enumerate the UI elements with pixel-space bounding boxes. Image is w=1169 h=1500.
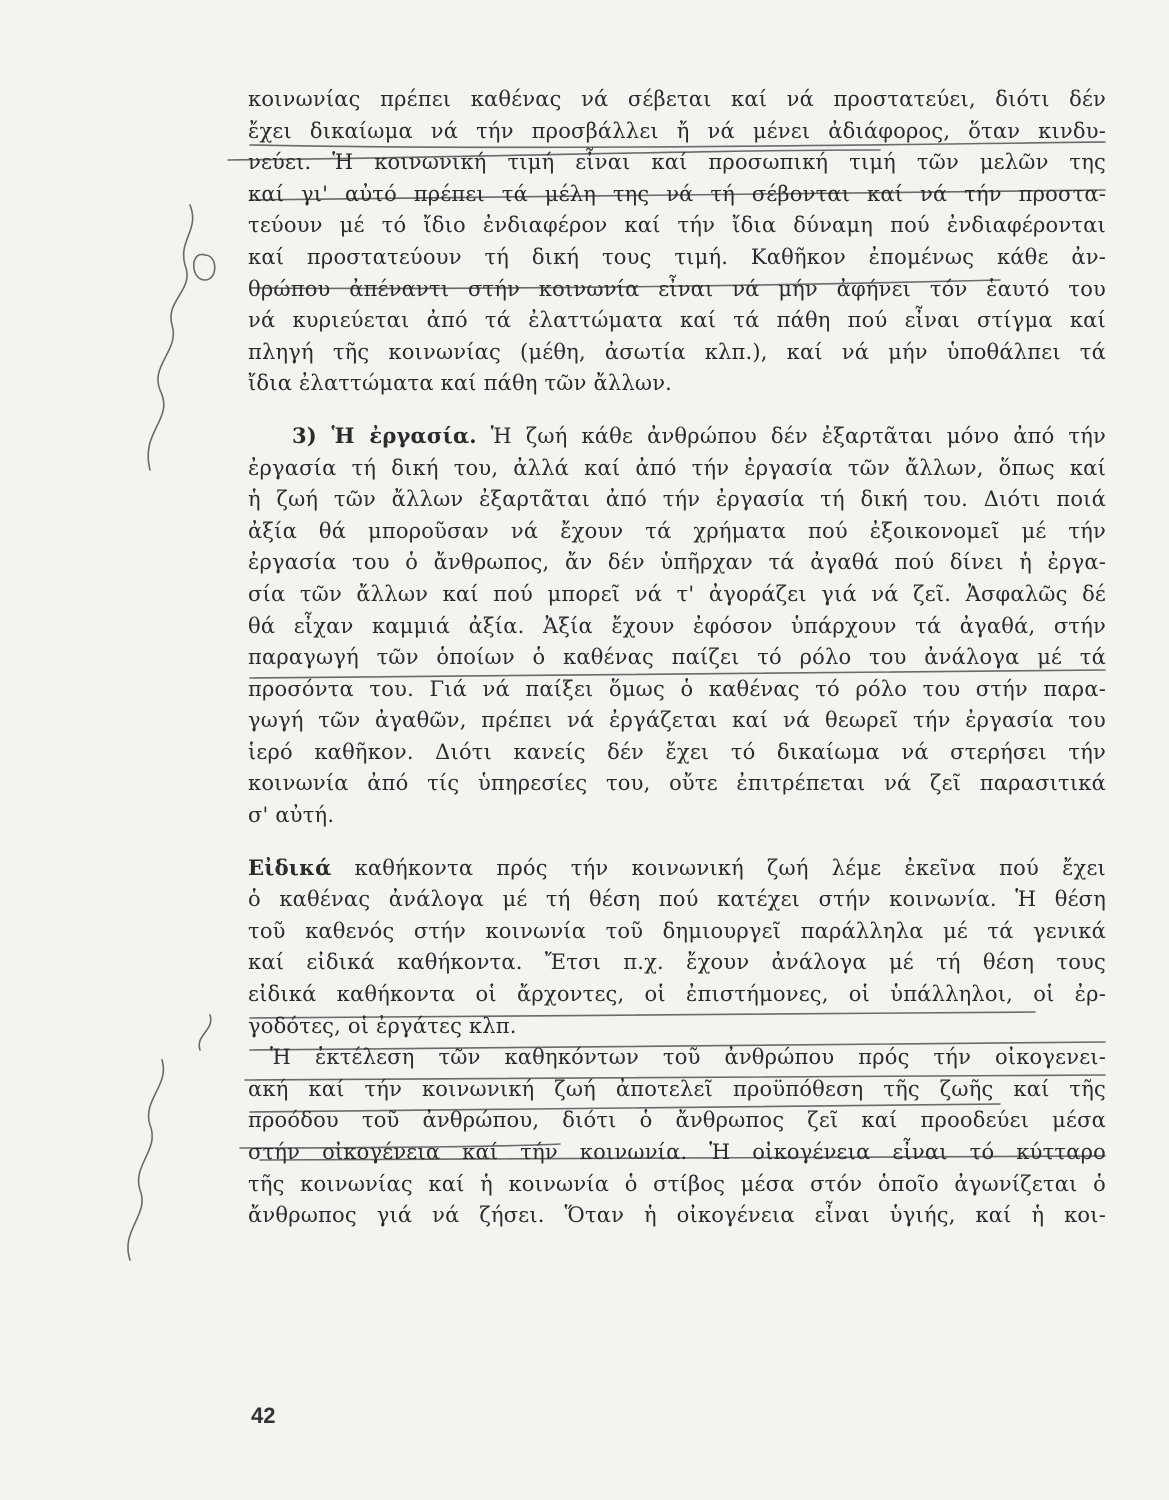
text-line: ακή καί τήν κοινωνική ζωή ἀποτελεῖ προϋπόθεση τῆς ζωῆς καί τῆς bbox=[248, 1076, 1106, 1101]
text-line: ἐργασία τή δική του, ἀλλά καί ἀπό τήν ἐργασία τῶν ἄλλων, ὅπως καί bbox=[248, 455, 1106, 480]
page-number: 42 bbox=[251, 1403, 276, 1428]
special-duties-heading: Εἰδικά bbox=[248, 854, 332, 880]
margin-circle-1 bbox=[194, 254, 215, 280]
text-line: ἴδια ἐλαττώματα καί πάθη τῶν ἄλλων. bbox=[248, 371, 673, 396]
text-line: κοινωνίας πρέπει καθένας νά σέβεται καί νά προστατεύει, διότι δέν bbox=[248, 87, 1106, 111]
text-line: καί γι' αὐτό πρέπει τά μέλη της νά τή σέβονται καί νά τήν προστα- bbox=[248, 181, 1106, 206]
text-line: στήν οἰκογένεια καί τήν κοινωνία. Ἡ οἰκογένεια εἶναι τό κύτταρο bbox=[248, 1140, 1106, 1164]
text-line: ἐργασία του ὁ ἄνθρωπος, ἄν δέν ὑπῆρχαν τά ἀγαθά πού δίνει ἡ ἐργα- bbox=[248, 550, 1106, 575]
text-line: θρώπου ἀπέναντι στήν κοινωνία εἶναι νά μήν ἀφήνει τόν ἑαυτό του bbox=[248, 276, 1106, 301]
text-line: προσόντα του. Γιά νά παίξει ὅμως ὁ καθένας τό ρόλο του στήν παρα- bbox=[248, 676, 1106, 701]
body-text bbox=[248, 84, 1106, 1232]
text-line: σ' αὐτή. bbox=[248, 803, 335, 828]
special-duties-first-line bbox=[248, 852, 1106, 885]
text-line: θά εἶχαν καμμιά ἀξία. Ἀξία ἔχουν ἐφόσον ὑπάρχουν τά ἀγαθά, στήν bbox=[248, 613, 1106, 638]
text-line: Ἡ ἐκτέλεση τῶν καθηκόντων τοῦ ἀνθρώπου πρός τήν οἰκογενει- bbox=[270, 1045, 1106, 1070]
text-line: γοδότες, οἱ ἐργάτες κλπ. bbox=[248, 1013, 517, 1038]
text-line: προόδου τοῦ ἀνθρώπου, διότι ὁ ἄνθρωπος ζεῖ καί προοδεύει μέσα bbox=[248, 1108, 1106, 1133]
text-line: καί εἰδικά καθήκοντα. Ἔτσι π.χ. ἔχουν ἀνάλογα μέ τή θέση τους bbox=[248, 950, 1106, 975]
text-line: τοῦ καθενός στήν κοινωνία τοῦ δημιουργεῖ παράλληλα μέ τά γενικά bbox=[248, 918, 1106, 943]
text-line: τῆς κοινωνίας καί ἡ κοινωνία ὁ στίβος μέσα στόν ὁποῖο ἀγωνίζεται ὁ bbox=[248, 1171, 1106, 1196]
text-line: καί προστατεύουν τή δική τους τιμή. Καθῆκον ἐπομένως κάθε ἀν- bbox=[248, 244, 1106, 269]
special-duties-first-line-text: καθήκοντα πρός τήν κοινωνική ζωή λέμε ἐκεῖνα πού ἔχει bbox=[331, 855, 1106, 880]
text-line: κοινωνία ἀπό τίς ὑπηρεσίες του, οὔτε ἐπιτρέπεται νά ζεῖ παρασιτικά bbox=[248, 771, 1106, 796]
text-line: νεύει. Ἡ κοινωνική τιμή εἶναι καί προσωπική τιμή τῶν μελῶν της bbox=[248, 150, 1106, 175]
text-line: νά κυριεύεται ἀπό τά ἐλαττώματα καί τά πάθη πού εἶναι στίγμα καί bbox=[248, 308, 1106, 333]
text-line: γωγή τῶν ἀγαθῶν, πρέπει νά ἐργάζεται καί νά θεωρεῖ τήν ἐργασία του bbox=[248, 708, 1106, 733]
text-line: ὁ καθένας ἀνάλογα μέ τή θέση πού κατέχει στήν κοινωνία. Ἡ θέση bbox=[248, 887, 1106, 912]
text-line: ἄνθρωπος γιά νά ζήσει. Ὅταν ἡ οἰκογένεια εἶναι ὑγιής, καί ἡ κοι- bbox=[248, 1203, 1106, 1228]
text-line: ἱερό καθῆκον. Διότι κανείς δέν ἔχει τό δικαίωμα νά στερήσει τήν bbox=[248, 739, 1106, 764]
section-3-heading: 3) Ἡ ἐργασία. bbox=[292, 422, 477, 448]
margin-handwriting-2 bbox=[128, 1060, 164, 1260]
text-line: σία τῶν ἄλλων καί πού μπορεῖ νά τ' ἀγοράζει γιά νά ζεῖ. Ἀσφαλῶς δέ bbox=[248, 581, 1106, 606]
margin-handwriting-1 bbox=[148, 205, 192, 470]
text-line: ἡ ζωή τῶν ἄλλων ἐξαρτᾶται ἀπό τήν ἐργασία τή δική του. Διότι ποιά bbox=[248, 487, 1106, 512]
text-line: παραγωγή τῶν ὁποίων ὁ καθένας παίζει τό ρόλο του ἀνάλογα μέ τά bbox=[248, 645, 1106, 670]
margin-handwriting-3 bbox=[199, 1015, 211, 1050]
text-line: ἀξία θά μποροῦσαν νά ἔχουν τά χρήματα πού ἐξοικονομεῖ μέ τήν bbox=[248, 518, 1106, 543]
section-3-first-line bbox=[248, 420, 1106, 453]
text-line: πληγή τῆς κοινωνίας (μέθη, ἀσωτία κλπ.), καί νά μήν ὑποθάλπει τά bbox=[248, 339, 1106, 364]
text-line: εἰδικά καθήκοντα οἱ ἄρχοντες, οἱ ἐπιστήμονες, οἱ ὑπάλληλοι, οἱ ἐρ- bbox=[248, 982, 1106, 1007]
text-line: ἔχει δικαίωμα νά τήν προσβάλλει ἤ νά μένει ἀδιάφορος, ὅταν κινδυ- bbox=[248, 118, 1106, 143]
section-3-first-line-text: Ἡ ζωή κάθε ἀνθρώπου δέν ἐξαρτᾶται μόνο ἀπό τήν bbox=[476, 423, 1106, 448]
text-line: τεύουν μέ τό ἴδιο ἐνδιαφέρον καί τήν ἴδια δύναμη πού ἐνδιαφέρονται bbox=[248, 213, 1106, 238]
